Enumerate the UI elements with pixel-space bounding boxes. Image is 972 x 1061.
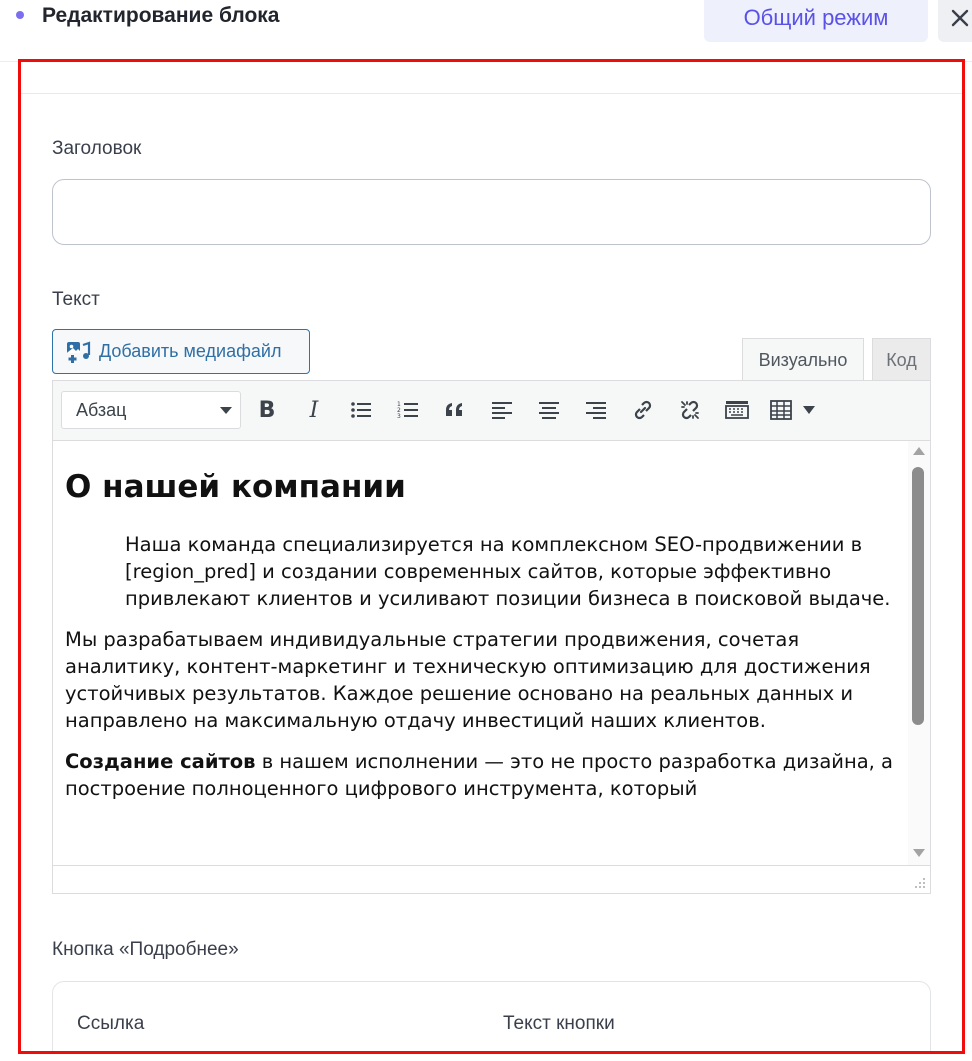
general-mode-button[interactable]: Общий режим [704, 0, 928, 42]
close-icon [951, 9, 969, 27]
editor-content[interactable] [53, 441, 908, 865]
close-button[interactable] [938, 0, 972, 42]
editor-statusbar [53, 865, 930, 893]
bullet-list-icon[interactable] [346, 395, 376, 425]
content-paragraph [65, 748, 896, 802]
align-center-icon[interactable] [534, 395, 564, 425]
chevron-down-icon [803, 406, 815, 414]
align-left-icon[interactable] [487, 395, 517, 425]
button-section-label: Кнопка «Подробнее» [52, 939, 239, 960]
editor-scrollbar[interactable] [908, 441, 930, 865]
add-media-icon [65, 339, 91, 365]
title-label: Заголовок [52, 138, 142, 159]
link-label: Ссылка [77, 1013, 145, 1034]
tab-code[interactable]: Код [872, 338, 931, 381]
toolbar-toggle-icon[interactable] [722, 395, 752, 425]
content-heading: О нашей компании [65, 469, 406, 505]
highlight-frame [18, 59, 965, 1054]
modal-header [0, 0, 972, 62]
title-input[interactable] [52, 179, 931, 245]
add-media-button[interactable] [52, 329, 310, 374]
table-icon[interactable] [769, 395, 819, 425]
section-divider [21, 93, 962, 94]
content-paragraph: Мы разрабатываем индивидуальные стратегии продвижения, сочетая аналитику, контент-маркетинг и техническую оптимизацию для достижения устойчивых результатов. Каждое решение основано на реальных данных и направлено на максимальную отдачу инвестиций наших клиентов. [65, 628, 871, 732]
scroll-up-icon[interactable] [913, 447, 925, 455]
resize-handle-icon[interactable] [912, 875, 926, 889]
status-dot [16, 11, 24, 19]
content-quote: Наша команда специализируется на комплексном SEO-продвижении в [region_pred] и создании современных сайтов, которые эффективно привлекают клиентов и усиливают позиции бизнеса в поисковой выдаче. [125, 533, 891, 610]
content-text: в нашем исполнении — это не просто разработка дизайна, а построение полноценного цифрового инструмента, который [65, 750, 893, 800]
text-label: Текст [52, 289, 100, 310]
button-text-label: Текст кнопки [503, 1013, 615, 1034]
svg-text:3: 3 [397, 413, 401, 420]
tab-visual[interactable]: Визуально [742, 338, 864, 381]
format-select[interactable] [61, 391, 241, 429]
svg-text:2: 2 [397, 407, 401, 414]
link-icon[interactable] [628, 395, 658, 425]
rich-text-editor[interactable] [52, 380, 931, 894]
scroll-down-icon[interactable] [913, 849, 925, 857]
editor-toolbar [53, 381, 930, 441]
svg-text:1: 1 [397, 401, 401, 408]
button-settings-card [52, 981, 931, 1054]
content-bold-text: Создание сайтов [65, 750, 256, 773]
unlink-icon[interactable] [675, 395, 705, 425]
italic-icon[interactable]: I [309, 397, 319, 423]
modal-title: Редактирование блока [42, 4, 280, 27]
numbered-list-icon[interactable] [393, 395, 423, 425]
bold-icon[interactable]: B [258, 397, 276, 423]
add-media-label: Добавить медиафайл [99, 341, 282, 361]
blockquote-icon[interactable] [440, 395, 470, 425]
scrollbar-thumb[interactable] [912, 467, 924, 725]
chevron-down-icon [220, 407, 232, 414]
format-select-value: Абзац [76, 399, 127, 420]
align-right-icon[interactable] [581, 395, 611, 425]
